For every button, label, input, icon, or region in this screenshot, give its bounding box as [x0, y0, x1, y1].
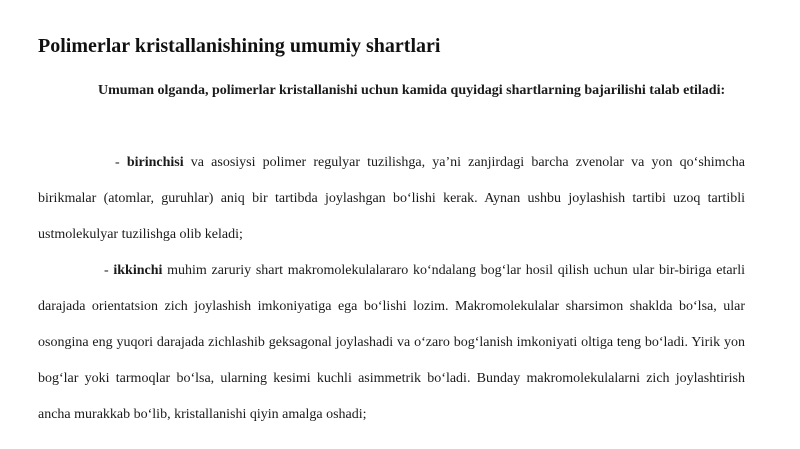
condition-second-text: muhim zaruriy shart makromolekulalararo ko‘ndalang bog‘lar hosil qilish uchun ular bir-biriga etarli darajada orientatsion zich joylashish imkoniyatiga ega bo‘lishi lozim. Makromolekulalar sharsimon shaklda bo‘lsa, ular osongina eng yuqori darajada zichlashib geksagonal joylashadi va o‘zaro bog‘lanish imkoniyati oltiga teng bo‘ladi. Yirik yon bog‘lar yoki tarmoqlar bo‘lsa, ularning kesimi kuchli asimmetrik bo‘ladi. Bunday makromolekulalarni zich joylashtirish ancha murakkab bo‘lib, kristallanishi qiyin amalga oshadi;	[38, 263, 745, 422]
intro-paragraph: Umuman olganda, polimerlar kristallanishi uchun kamida quyidagi shartlarning bajarilishi talab etiladi:	[98, 83, 726, 98]
condition-first-lead: birinchisi	[126, 155, 184, 170]
condition-first-paragraph	[38, 145, 745, 253]
condition-second-lead: ikkinchi	[113, 263, 163, 278]
condition-second-paragraph	[38, 253, 745, 433]
condition-first-text: va asosiysi polimer regulyar tuzilishga, ya’ni zanjirdagi barcha zvenolar va yon qo‘shimcha birikmalar (atomlar, guruhlar) aniq bir tartibda joylashgan bo‘lishi kerak. Aynan ushbu joylashish tartibi uzoq tartibli ustmolekulyar tuzilishga olib keladi;	[38, 155, 745, 242]
condition-second-prefix: -	[104, 263, 114, 278]
page-title: Polimerlar kristallanishining umumiy shartlari	[38, 35, 441, 57]
condition-first-prefix: -	[115, 155, 127, 170]
